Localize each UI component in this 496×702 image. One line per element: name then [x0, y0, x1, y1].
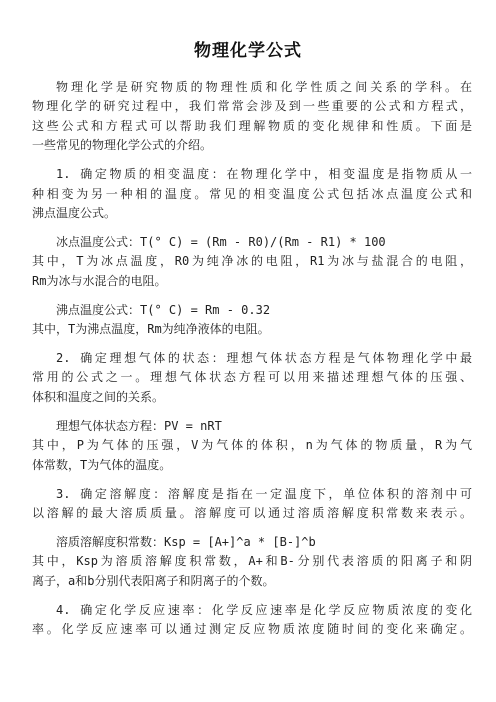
section-1-line-1: 1. 确定物质的相变温度：在物理化学中，相变温度是指物质从一	[56, 167, 472, 181]
intro-line-1: 物理化学是研究物质的物理性质和化学性质之间关系的学科。在	[56, 80, 472, 94]
boiling-point-formula: 沸点温度公式：T(° C) = Rm - 0.32	[56, 303, 271, 317]
section-3-line-1: 3. 确定溶解度：溶解度是指在一定温度下，单位体积的溶剂中可	[56, 487, 472, 501]
section-4-line-2: 率。化学反应速率可以通过测定反应物质浓度随时间的变化来确定。	[32, 622, 472, 636]
section-2-line-2: 常用的公式之一。理想气体状态方程可以用来描述理想气体的压强、	[32, 370, 472, 384]
freezing-point-explanation-1: 其中，T为冰点温度，R0为纯净冰的电阻，R1为冰与盐混合的电阻，	[32, 254, 472, 268]
intro-line-4: 一些常见的物理化学公式的介绍。	[32, 138, 213, 152]
ideal-gas-formula: 理想气体状态方程：PV = nRT	[56, 419, 222, 433]
document-title: 物理化学公式	[194, 41, 302, 61]
section-1-line-2: 种相变为另一种相的温度。常见的相变温度公式包括冰点温度公式和	[32, 187, 472, 201]
intro-line-2: 物理化学的研究过程中，我们常常会涉及到一些重要的公式和方程式，	[32, 99, 472, 113]
freezing-point-explanation-2: Rm为冰与水混合的电阻。	[32, 274, 167, 288]
section-2-line-1: 2. 确定理想气体的状态：理想气体状态方程是气体物理化学中最	[56, 351, 472, 365]
intro-line-3: 这些公式和方程式可以帮助我们理解物质的变化规律和性质。下面是	[32, 119, 472, 133]
freezing-point-formula: 冰点温度公式：T(° C) = (Rm - R0)/(Rm - R1) * 100	[56, 235, 386, 249]
section-3-line-2: 以溶解的最大溶质质量。溶解度可以通过溶质溶解度积常数来表示。	[32, 506, 472, 520]
section-1-line-3: 沸点温度公式。	[32, 206, 117, 220]
section-2-line-3: 体积和温度之间的关系。	[32, 390, 165, 404]
ideal-gas-explanation-2: 体常数，T为气体的温度。	[32, 458, 172, 472]
solubility-explanation-1: 其中，Ksp为溶质溶解度积常数，A+和B-分别代表溶质的阳离子和阴	[32, 554, 472, 568]
section-4-line-1: 4. 确定化学反应速率：化学反应速率是化学反应物质浓度的变化	[56, 603, 472, 617]
solubility-formula: 溶质溶解度积常数：Ksp = [A+]^a * [B-]^b	[56, 535, 316, 549]
boiling-point-explanation: 其中，T为沸点温度，Rm为纯净液体的电阻。	[32, 322, 270, 336]
solubility-explanation-2: 离子，a和b分别代表阳离子和阴离子的个数。	[32, 574, 275, 588]
ideal-gas-explanation-1: 其中，P为气体的压强，V为气体的体积，n为气体的物质量，R为气	[32, 438, 472, 452]
